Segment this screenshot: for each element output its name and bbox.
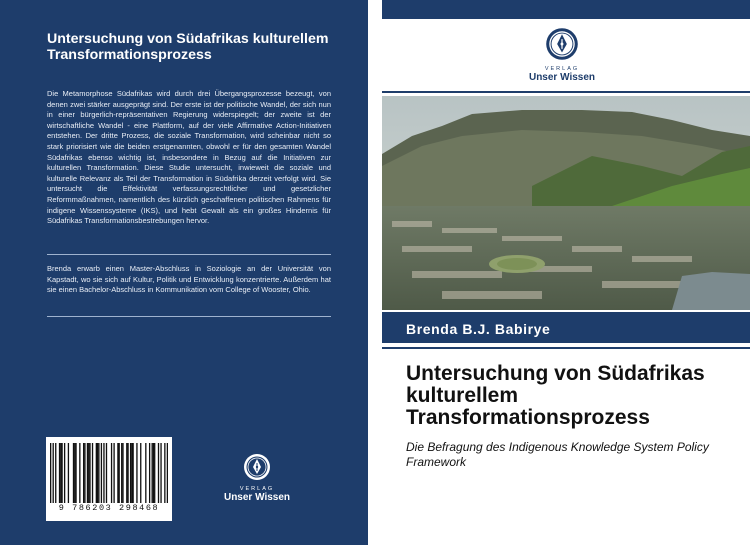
barcode-bar xyxy=(50,443,51,503)
barcode-bar xyxy=(136,443,137,503)
divider xyxy=(382,91,750,93)
barcode-bar xyxy=(98,443,99,503)
barcode-bar xyxy=(119,443,120,503)
divider xyxy=(47,254,331,255)
barcode-bar xyxy=(61,443,62,503)
barcode-bar xyxy=(113,443,114,503)
publisher-logo xyxy=(207,453,307,503)
barcode-bar xyxy=(97,443,98,503)
cover-photo-table-mountain xyxy=(382,96,750,310)
top-band xyxy=(382,0,750,19)
barcode-bar xyxy=(74,443,75,503)
author-band xyxy=(382,312,750,343)
barcode-bar xyxy=(55,443,56,503)
barcode-bar xyxy=(59,443,60,503)
back-cover-title: Untersuchung von Südafrikas kulturellem Transformationsprozess xyxy=(47,31,329,63)
isbn-number: 9 786203 298468 xyxy=(58,503,160,513)
barcode-bars xyxy=(50,443,168,503)
divider xyxy=(382,347,750,349)
barcode-bar xyxy=(68,443,69,503)
barcode-bar xyxy=(149,443,150,503)
barcode-bar xyxy=(121,443,122,503)
barcode-bar xyxy=(88,443,89,503)
barcode-bar xyxy=(53,443,54,503)
verlag-label: VERLAG xyxy=(544,66,580,72)
barcode-bar xyxy=(96,443,97,503)
book-title: Untersuchung von Südafrikas kulturellem Transformationsprozess xyxy=(406,362,705,429)
publisher-logo xyxy=(512,27,612,83)
barcode-bar xyxy=(130,443,131,503)
barcode-bar xyxy=(140,443,141,503)
barcode-bar xyxy=(145,443,146,503)
barcode-bar xyxy=(153,443,154,503)
barcode-bar xyxy=(127,443,128,503)
book-description: Die Metamorphose Südafrikas wird durch drei Übergangsprozesse bezeugt, von denen zwei stärker ausgeprägt sind. Der erste ist der politische Wandel, der sich nun in einer bürgerlich-repräsentativen Regierung widerspiegelt; der zweite ist der wirtschaftliche Wandel - eine Plattform, auf der viele Affirmative Action-Initiativen entstehen. Der dritte Prozess, die soziale Transformation, wird scheinbar nicht so stark priorisiert wie die beiden erstgenannten, obwohl er für den gesamten Wandel Südafrikas ebenso wichtig ist, insbesondere in Bezug auf die Initiativen zur kulturellen Transformation. Diese Studie untersucht, inwieweit die soziale und kulturelle Relevanz als Teil der Transformation in Südafrika derzeit verfolgt wird. Sie untersucht die Effektivität verfassungsrechtlicher und gesetzlicher Reformmaßnahmen, namentlich des kürzlich geschaffenen politischen Rahmens für indigene Wissenssysteme (IKS), und hebt Gewalt als ein großes Hindernis für Südafrikas Transformationsbestrebungen hervor. xyxy=(47,89,331,226)
barcode-bar xyxy=(106,443,107,503)
barcode-bar xyxy=(79,443,80,503)
book-subtitle: Die Befragung des Indigenous Knowledge System Policy Framework xyxy=(406,440,709,469)
fountain-pen-icon xyxy=(545,27,579,61)
author-name: Brenda B.J. Babirye xyxy=(406,321,551,337)
barcode-bar xyxy=(122,443,123,503)
barcode-bar xyxy=(111,443,112,503)
barcode-bar xyxy=(164,443,165,503)
back-cover xyxy=(0,0,368,545)
barcode-bar xyxy=(131,443,132,503)
barcode-bar xyxy=(126,443,127,503)
publisher-name: Unser Wissen xyxy=(223,492,291,503)
barcode-bar xyxy=(60,443,61,503)
barcode-bar xyxy=(132,443,133,503)
verlag-label: VERLAG xyxy=(239,486,275,492)
barcode-bar xyxy=(167,443,168,503)
barcode-bar xyxy=(154,443,155,503)
isbn-barcode xyxy=(46,437,172,521)
barcode-bar xyxy=(89,443,90,503)
divider xyxy=(47,316,331,317)
fountain-pen-icon xyxy=(243,453,271,481)
barcode-bar xyxy=(83,443,84,503)
spine xyxy=(368,0,382,545)
barcode-bar xyxy=(160,443,161,503)
barcode-bar xyxy=(92,443,93,503)
barcode-bar xyxy=(64,443,65,503)
front-cover xyxy=(382,0,750,545)
barcode-bar xyxy=(73,443,74,503)
barcode-bar xyxy=(152,443,153,503)
barcode-bar xyxy=(101,443,102,503)
barcode-bar xyxy=(158,443,159,503)
barcode-bar xyxy=(103,443,104,503)
barcode-bar xyxy=(87,443,88,503)
author-bio: Brenda erwarb einen Master-Abschluss in Soziologie an der Universität von Kapstadt, wo sie sich auf Kultur, Politik und Entwicklung konzentrierte. Außerdem hat sie einen Bachelor-Abschluss in Kommunikation vom College of Wooster, Ohio. xyxy=(47,264,331,295)
barcode-bar xyxy=(117,443,118,503)
barcode-bar xyxy=(84,443,85,503)
barcode-bar xyxy=(75,443,76,503)
publisher-name: Unser Wissen xyxy=(528,72,596,83)
